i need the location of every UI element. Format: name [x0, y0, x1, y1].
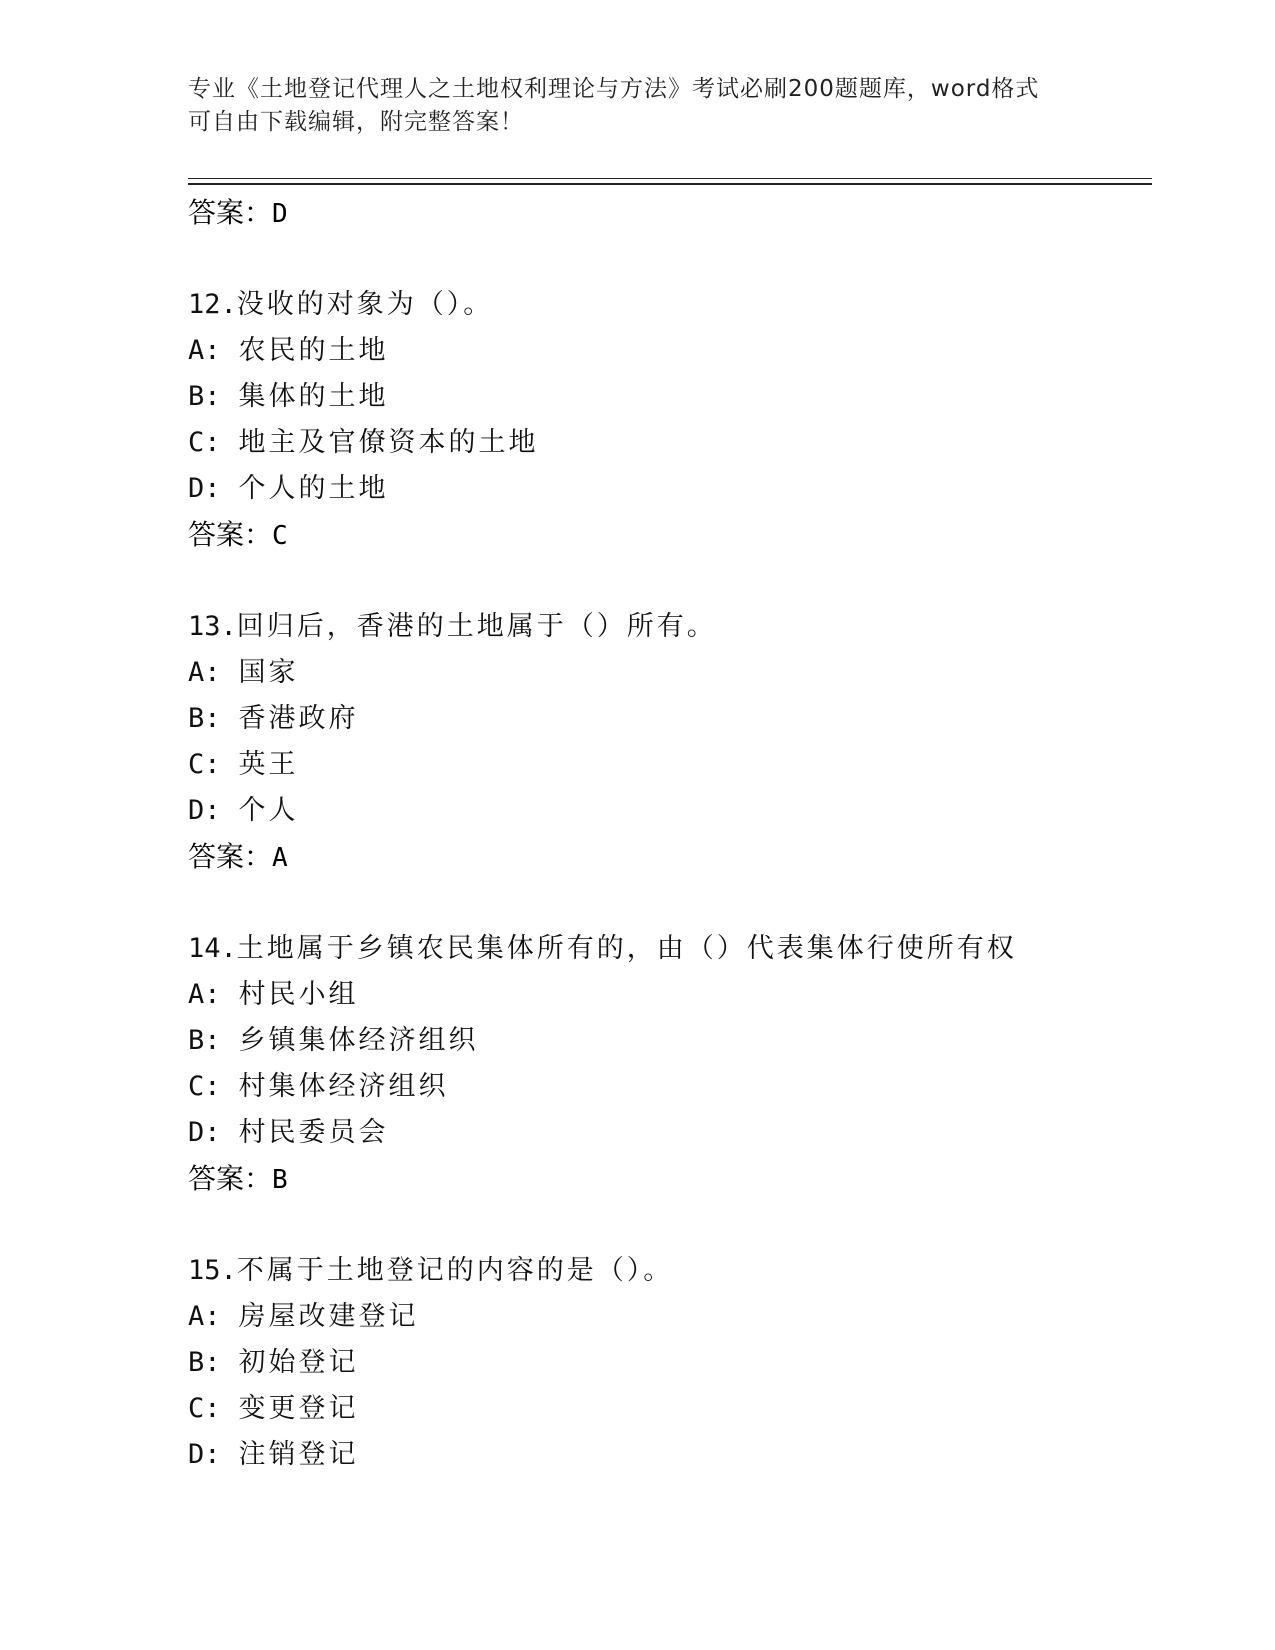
answer-line — [188, 190, 1152, 236]
option-letter: D: — [188, 795, 221, 826]
answer-value: D — [272, 199, 288, 229]
question-number: 13. — [188, 611, 237, 642]
option-text: 初始登记 — [238, 1347, 359, 1378]
header-rule-thick — [188, 183, 1152, 185]
question-text — [188, 1248, 1152, 1294]
option-text: 国家 — [238, 657, 299, 688]
question-stem: 没收的对象为（）。 — [236, 289, 494, 320]
option-text: 集体的土地 — [238, 381, 389, 412]
option-item — [188, 1294, 1152, 1340]
option-text: 英王 — [238, 749, 299, 780]
option-letter: C: — [188, 427, 221, 458]
header-line-1: 专业《土地登记代理人之土地权利理论与方法》考试必刷200题题库，word格式 — [188, 76, 1040, 102]
question-stem: 土地属于乡镇农民集体所有的，由（）代表集体行使所有权 — [236, 933, 1017, 964]
header-line-2: 可自由下载编辑，附完整答案！ — [188, 109, 524, 135]
answer-line — [188, 834, 1152, 880]
header-rule-thin — [188, 178, 1152, 179]
option-letter: D: — [188, 1117, 221, 1148]
question-text — [188, 926, 1152, 972]
question-stem: 回归后，香港的土地属于（）所有。 — [236, 611, 717, 642]
option-text: 地主及官僚资本的土地 — [238, 427, 539, 458]
option-letter: A: — [188, 335, 221, 366]
answer-label: 答案： — [188, 840, 273, 873]
option-item — [188, 1386, 1152, 1432]
option-text: 个人的土地 — [238, 473, 389, 504]
option-text: 农民的土地 — [238, 335, 389, 366]
question-text — [188, 604, 1152, 650]
option-letter: A: — [188, 1301, 221, 1332]
option-letter: C: — [188, 749, 221, 780]
option-letter: C: — [188, 1071, 221, 1102]
option-item — [188, 328, 1152, 374]
answer-value: A — [272, 843, 288, 873]
question-number: 14. — [188, 933, 237, 964]
question-list — [188, 282, 1152, 1478]
option-item — [188, 1432, 1152, 1478]
option-item — [188, 1064, 1152, 1110]
option-letter: D: — [188, 1439, 221, 1470]
option-item — [188, 1340, 1152, 1386]
question-block — [188, 926, 1152, 1202]
question-content — [188, 190, 1152, 1478]
option-text: 变更登记 — [238, 1393, 359, 1424]
option-item — [188, 650, 1152, 696]
option-item — [188, 788, 1152, 834]
option-item — [188, 742, 1152, 788]
question-block — [188, 282, 1152, 558]
answer-value: C — [272, 521, 288, 551]
question-text — [188, 282, 1152, 328]
question-number: 15. — [188, 1255, 237, 1286]
question-stem: 不属于土地登记的内容的是（）。 — [236, 1255, 674, 1286]
option-item — [188, 696, 1152, 742]
option-item — [188, 466, 1152, 512]
answer-line — [188, 1156, 1152, 1202]
option-text: 香港政府 — [238, 703, 359, 734]
option-letter: B: — [188, 1025, 221, 1056]
option-item — [188, 1018, 1152, 1064]
option-text: 乡镇集体经济组织 — [238, 1025, 479, 1056]
answer-label: 答案： — [188, 1162, 273, 1195]
option-item — [188, 420, 1152, 466]
option-letter: B: — [188, 381, 221, 412]
answer-value: B — [272, 1165, 288, 1195]
option-letter: A: — [188, 657, 221, 688]
option-text: 个人 — [238, 795, 299, 826]
option-letter: A: — [188, 979, 221, 1010]
question-block — [188, 1248, 1152, 1478]
option-letter: C: — [188, 1393, 221, 1424]
answer-line — [188, 512, 1152, 558]
question-number: 12. — [188, 289, 237, 320]
option-item — [188, 1110, 1152, 1156]
option-item — [188, 972, 1152, 1018]
option-letter: B: — [188, 1347, 221, 1378]
option-text: 村集体经济组织 — [238, 1071, 449, 1102]
option-text: 村民委员会 — [238, 1117, 389, 1148]
answer-label: 答案： — [188, 518, 273, 551]
option-text: 房屋改建登记 — [238, 1301, 419, 1332]
option-text: 村民小组 — [238, 979, 359, 1010]
document-header — [188, 73, 1088, 139]
answer-label: 答案： — [188, 196, 273, 229]
question-block — [188, 604, 1152, 880]
option-letter: B: — [188, 703, 221, 734]
option-item — [188, 374, 1152, 420]
option-text: 注销登记 — [238, 1439, 359, 1470]
option-letter: D: — [188, 473, 221, 504]
